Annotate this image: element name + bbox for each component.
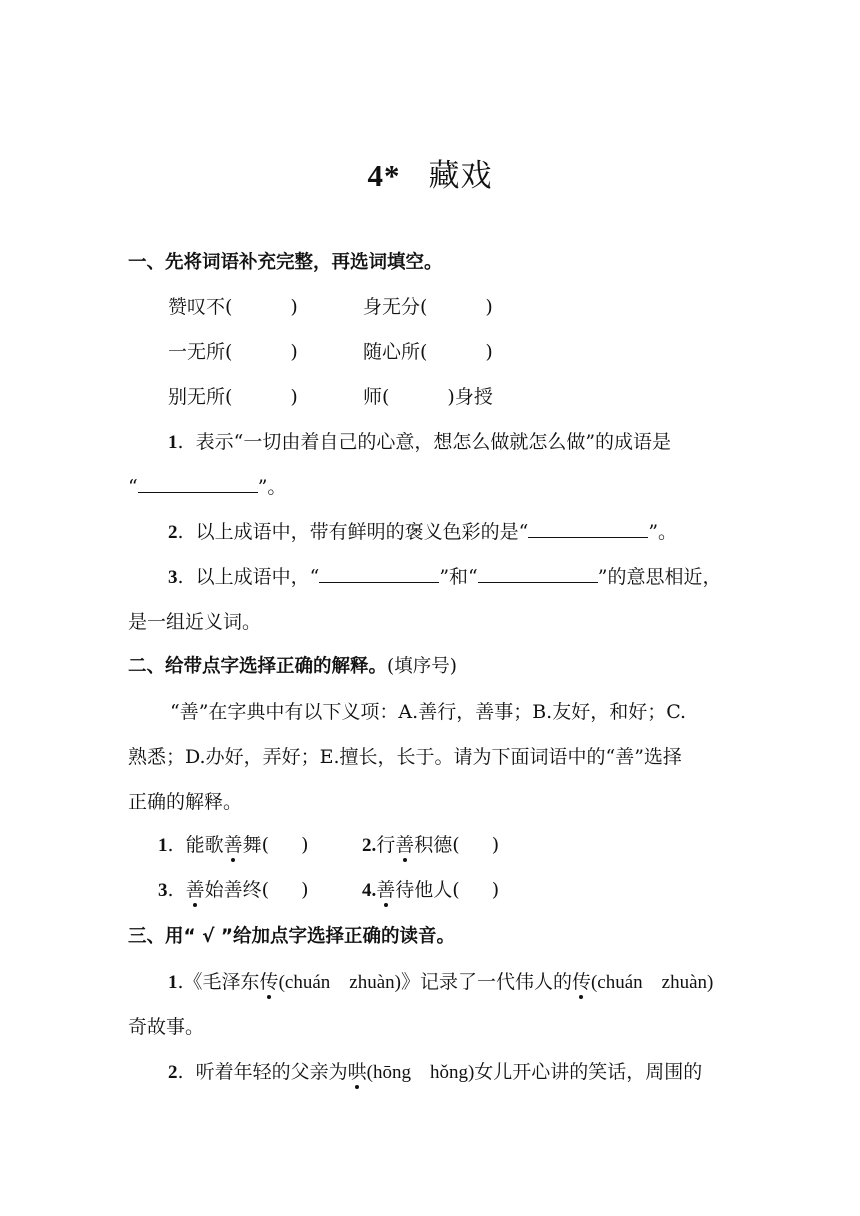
pinyin-choice[interactable]: (chuán zhuàn)》记录了一代伟人的	[278, 972, 572, 993]
idiom-row-1	[168, 292, 860, 322]
answer-blank[interactable]	[478, 562, 598, 583]
pinyin-choice[interactable]: (chuán zhuàn)	[590, 972, 714, 993]
pinyin-choice[interactable]: (hōng hǒng)女儿开心讲的笑话，周围的	[366, 1062, 703, 1083]
idiom-row-2	[168, 337, 860, 367]
section3-question-1: 1.《毛泽东传(chuán zhuàn)》记录了一代伟人的传(chuán zhuàn)	[168, 971, 714, 993]
section1-heading: 一、先将词语补充完整，再选词填空。	[128, 252, 443, 273]
dotted-char: 传	[571, 971, 591, 993]
question-1-answer: “ ”。	[128, 472, 860, 502]
dotted-char: 善	[395, 834, 415, 856]
section2-item-1: 1. 能歌善舞( )	[158, 834, 309, 856]
dotted-char: 善	[223, 834, 243, 856]
lesson-number: 4*	[367, 158, 401, 193]
question-3-tail: 是一组近义词。	[128, 611, 262, 633]
section3-question-2: 2. 听着年轻的父亲为哄(hōng hǒng)女儿开心讲的笑话，周围的	[168, 1061, 703, 1083]
page-title	[0, 150, 860, 195]
question-1: 1. 表示“一切由着自己的心意，想怎么做就怎么做”的成语是	[168, 431, 672, 453]
section2-item-2: 2.行善积德( )	[362, 834, 500, 856]
answer-blank[interactable]	[319, 562, 439, 583]
idiom-row-3	[168, 382, 860, 412]
section3-heading: 三、用“ √ ”给加点字选择正确的读音。	[128, 926, 456, 947]
lesson-title: 藏戏	[428, 158, 493, 194]
section2-item-3: 3. 善始善终( )	[158, 879, 309, 901]
answer-blank[interactable]	[138, 472, 258, 493]
idiom-3b: 师( )身授	[363, 386, 493, 408]
section2-note: (填序号)	[387, 656, 457, 677]
section2-paragraph-line-3: 正确的解释。	[128, 791, 243, 813]
dotted-char: 哄	[347, 1061, 367, 1083]
section2-heading: 二、给带点字选择正确的解释。(填序号)	[128, 656, 457, 677]
idiom-1b: 身无分( )	[363, 296, 493, 318]
idiom-2a: 一无所( )	[168, 341, 298, 363]
dotted-char: 传	[259, 971, 279, 993]
section3-question-1-tail: 奇故事。	[128, 1016, 205, 1038]
idiom-3a: 别无所( )	[168, 386, 298, 408]
question-3: 3. 以上成语中，“ ”和“ ”的意思相近，	[168, 562, 860, 593]
question-number: 1	[168, 432, 178, 453]
question-number: 3	[168, 567, 178, 588]
idiom-2b: 随心所( )	[363, 341, 493, 363]
section2-item-4: 4.善待他人( )	[362, 879, 500, 901]
idiom-1a: 赞叹不( )	[168, 296, 298, 318]
section2-paragraph-line-2: 熟悉；D.办好，弄好；E.擅长，长于。请为下面词语中的“善”选择	[128, 746, 682, 768]
question-2: 2. 以上成语中，带有鲜明的褒义色彩的是“ ”。	[168, 517, 860, 548]
dotted-char: 善	[185, 879, 205, 901]
answer-blank[interactable]	[528, 517, 648, 538]
dotted-char: 善	[376, 879, 396, 901]
section2-paragraph-line-1: “善”在字典中有以下义项：A.善行，善事；B.友好，和好；C.	[170, 701, 687, 723]
question-number: 2	[168, 522, 178, 543]
